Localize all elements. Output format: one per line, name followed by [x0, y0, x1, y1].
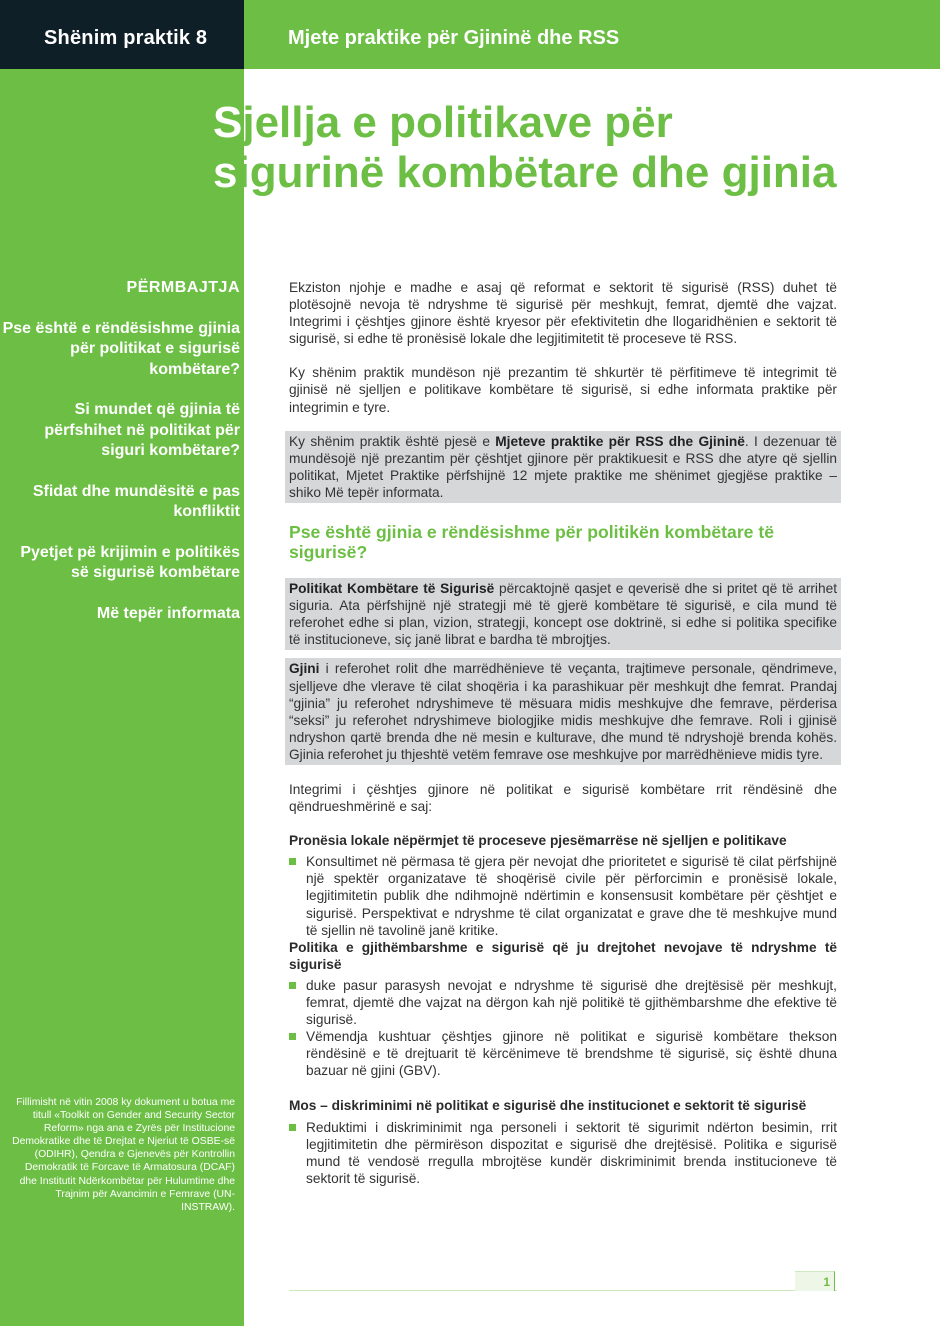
practice-note-label: Shënim praktik 8 — [44, 27, 208, 49]
toc-item-more-info[interactable]: Më tepër informata — [96, 604, 240, 622]
list-item — [289, 853, 837, 938]
toolkit-info-pre: Ky shënim praktik është pjesë e — [289, 433, 496, 449]
header-badge-block — [0, 0, 244, 69]
bullet-list-comprehensive-policy — [289, 977, 837, 1080]
definition-box-gender — [285, 658, 841, 765]
toc-heading: PËRMBAJTJA — [126, 279, 240, 296]
toc-item-inclusion[interactable]: Si mundet që gjinia të përfshihet në politikat për siguri kombëtare? — [44, 401, 240, 459]
title-line-2-rest: igurinë kombëtare dhe gjinia — [237, 148, 837, 197]
toolkit-info-bold: Mjeteve praktike për RSS dhe Gjininë — [495, 433, 745, 449]
toolkit-info-post: . I dezenuar të mundësojë një prezantim për çështjet gjinore për praktikuesit e RSS dhe atyre që sjellin politikat, Mjetet Praktike përfshijnë 12 mjete praktike me shënimet gjegjëse praktike – shiko Më tepër informata. — [289, 433, 837, 500]
definition-box-policies — [285, 578, 841, 650]
square-bullet-icon — [289, 1033, 296, 1040]
integration-paragraph: Integrimi i çështjes gjinore në politikat e sigurisë kombëtare rrit rëndësinë dhe qëndrueshmërinë e saj: — [289, 781, 837, 815]
footer-rule — [289, 1290, 837, 1291]
bullet-list-non-discrimination — [289, 1119, 837, 1187]
square-bullet-icon — [289, 982, 296, 989]
list-item-text: Reduktimi i diskriminimit nga personeli i sektorit të sigurimit ndërton besimin, rrit legjitimitetin dhe përmirëson dispozitat e sigurisë dhe drejtësisë. Politika e sigurisë mund të vendosë rregulla mbrojtëse kundër diskriminimit brenda institucioneve të sektorit të sigurisë. — [306, 1119, 837, 1186]
definition-text-gender: i referohet rolit dhe marrëdhënieve të veçanta, trajtimeve personale, qëndrimeve, sjelljeve dhe vlerave të cilat shoqëria i ka parashikuar për meshkujt dhe femrat. Prandaj “gjinia” ju referohet ndryshimeve të mësuara midis meshkujve dhe femrave, përderisa “seksi” ju referohet ndryshimeve biologjike midis meshkujve dhe femrave. Roli i gjinisë ndryshon qartë brenda dhe në mesin e kulturave, dhe mund të ndryshojë brenda kohës. Gjinia referohet ju thjeshtë vetëm femrave ose meshkujve por marrëdhënieve midis tyre. — [289, 661, 837, 762]
list-item-text: Konsultimet në përmasa të gjera për nevojat dhe prioritetet e sigurisë të cilat përfshijnë një spektër organizatave të shoqërisë civile për përforcimin e pronësisë lokale, legjitimitetin publik dhe ndihmojnë ndërtimin e konsensusit kombëtare për çështjet e sigurisë. Perspektivat e ndryshme të cilat organizatat e grave dhe të meshkujve mund të sjellin në tavolinë janë kritike. — [306, 854, 837, 938]
title-line-2 — [213, 148, 913, 198]
definition-term-policies: Politikat Kombëtare të Sigurisë — [289, 581, 495, 597]
title-line-1-initial: S — [213, 98, 243, 147]
intro-paragraph-2: Ky shënim praktik mundëson një prezantim të shkurtër të përfitimeve të integrimit të gjinisë në sjelljen e politikave kombëtare të sigurisë, si edhe informata praktike për integrimin e tyre. — [289, 365, 837, 415]
toc-item-post-conflict[interactable]: Sfidat dhe mundësitë e pas konfliktit — [32, 482, 240, 520]
section-heading-importance: Pse është gjinia e rëndësishme për politikën kombëtare të sigurisë? — [289, 522, 774, 563]
main-content — [289, 279, 837, 1187]
list-item-text: Vëmendja kushtuar çështjes gjinore në politikat e sigurisë kombëtare thekson rëndësinë e të drejtuarit të kërcënimeve të brendshme të sigurisë, siç është dhuna bazuar në gjini (GBV). — [306, 1029, 837, 1079]
subheading-comprehensive-policy: Politika e gjithëmbarshme e sigurisë që ju drejtohet nevojave të ndryshme të sigurisë — [289, 939, 837, 972]
list-item — [289, 977, 837, 1028]
list-item — [289, 1119, 837, 1187]
list-item — [289, 1028, 837, 1079]
title-line-1 — [213, 98, 913, 148]
intro-paragraph-1: Ekziston njohje e madhe e asaj që reformat e sektorit të sigurisë (RSS) duhet të plotësojnë nevoja të ndryshme të sigurisë për meshkujt, femrat, djemtë dhe vajzat. Integrimi i çështjes gjinore është kryesor për efektivitetin dhe llogaridhënien e sektorit të sigurisë, si edhe të pronësisë lokale dhe legjitimitetit të proceseve të RSS. — [289, 280, 837, 347]
definition-text-policies: përcaktojnë qasjet e qeverisë dhe si pritet që të arrihet siguria. Ata përfshijnë një strategji më të gjerë kombëtare të sigurisë, e cila mund të referohet edhe si plan, vizion, strategji, koncept ose doktrinë, si edhe si politika specifike të institucioneve, siç janë librat e bardha të mbrojtjes. — [289, 581, 837, 648]
subheading-non-discrimination: Mos – diskriminimi në politikat e sigurisë dhe institucionet e sektorit të sigurisë — [289, 1098, 807, 1114]
page-title — [213, 98, 913, 198]
toc-item-importance[interactable]: Pse është e rëndësishme gjinia për politikat e sigurisë kombëtare? — [2, 319, 240, 378]
definition-term-gender: Gjini — [289, 661, 320, 677]
origin-note: Fillimisht në vitin 2008 ky dokument u botua me titull «Toolkit on Gender and Security Sector Reform» nga ana e Zyrës për Institucione Demokratike dhe të Drejtat e Njeriut të OSBE-së (ODIHR), Qendra e Gjenevës për Kontrollin Demokratik të Forcave të Armatosura (DCAF) dhe Institutit Ndërkombëtar për Hulumtime dhe Trajnim për Avancimin e Femrave (UN-INSTRAW). — [12, 1097, 235, 1213]
bullet-list-local-ownership — [289, 853, 837, 938]
title-line-2-initial: s — [213, 148, 238, 197]
square-bullet-icon — [289, 1124, 296, 1131]
page-number: 1 — [795, 1271, 835, 1291]
toolkit-info-box — [285, 431, 841, 503]
toc-item-questions[interactable]: Pyetjet pë krijimin e politikës së sigurisë kombëtare — [20, 543, 240, 581]
subheading-local-ownership: Pronësia lokale nëpërmjet të proceseve pjesëmarrëse në sjelljen e politikave — [289, 833, 787, 849]
list-item-text: duke pasur parasysh nevojat e ndryshme të sigurisë dhe drejtësisë për meshkujt, femrat, djemtë dhe vajzat na dërgon kah një politikë të gjithëmbarshme dhe efektive të sigurisë. — [306, 977, 837, 1028]
table-of-contents — [0, 278, 240, 644]
title-line-1-rest: jellja e politikave për — [242, 98, 673, 147]
square-bullet-icon — [289, 858, 296, 865]
series-title: Mjete praktike për Gjininë dhe RSS — [288, 27, 620, 49]
